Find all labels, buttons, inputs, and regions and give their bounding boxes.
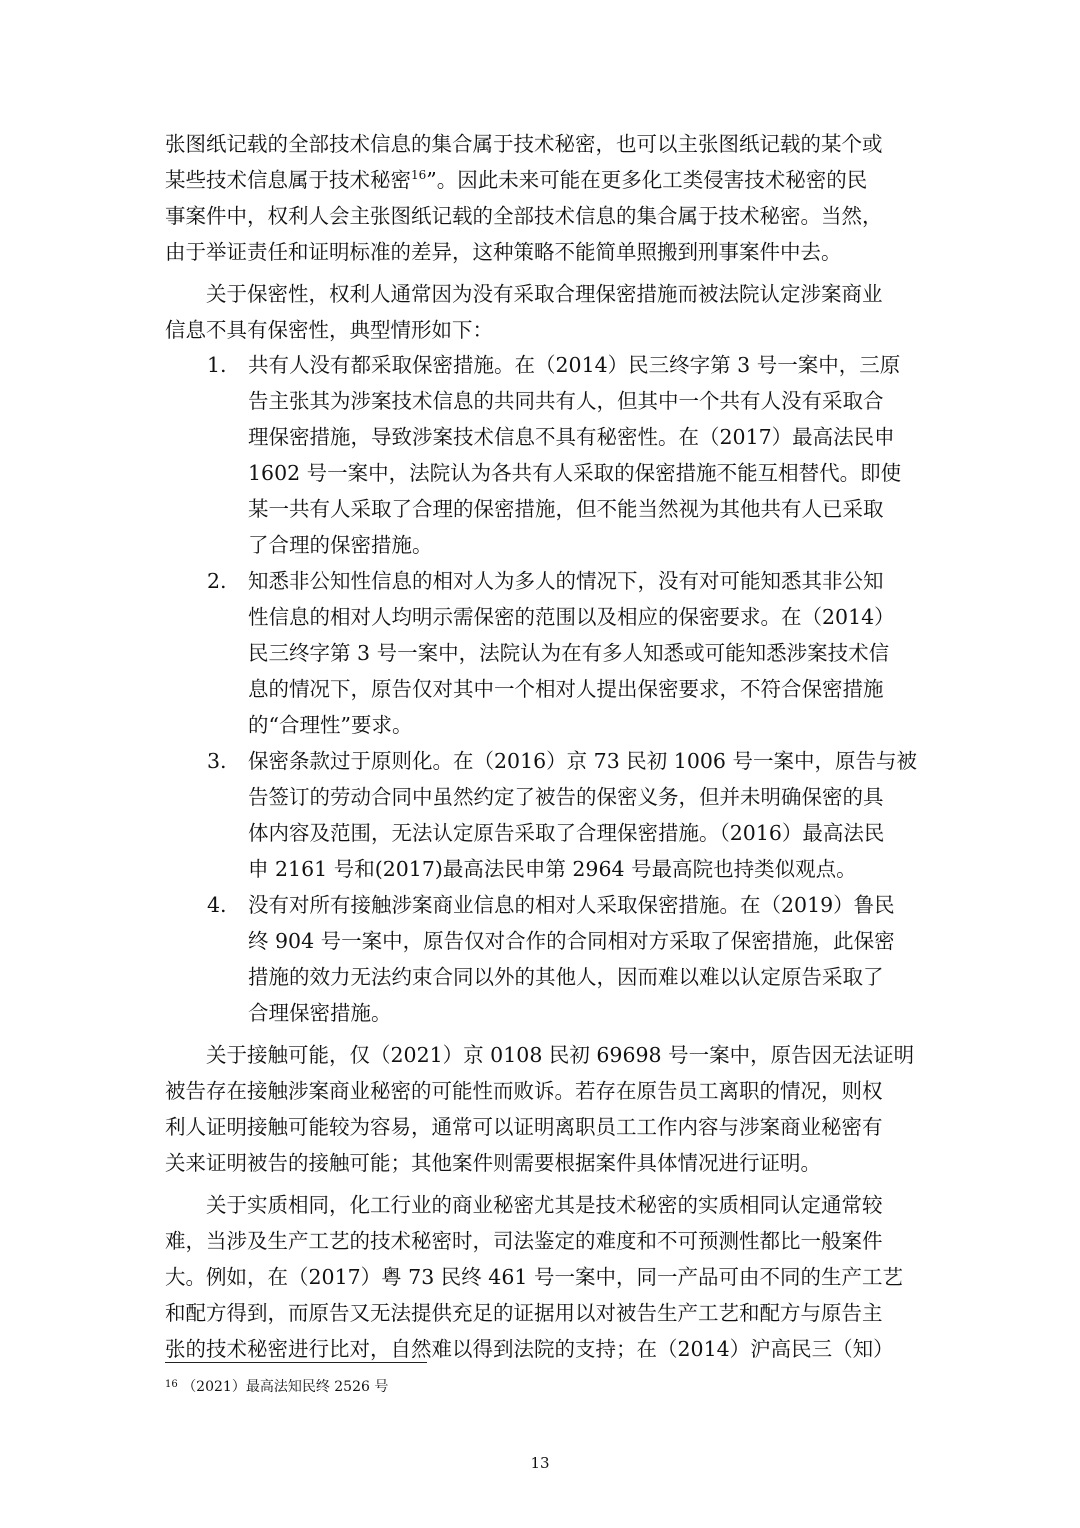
list-item-number: 2. xyxy=(207,569,227,593)
paragraph-line: 关于保密性，权利人通常因为没有采取合理保密措施而被法院认定涉案商业 xyxy=(206,282,883,306)
list-item-line: 措施的效力无法约束合同以外的其他人，因而难以难以认定原告采取了 xyxy=(248,965,884,989)
footnote-text: （2021）最高法知民终 2526 号 xyxy=(182,1379,389,1395)
paragraph-line: 张图纸记载的全部技术信息的集合属于技术秘密，也可以主张图纸记载的某个或 xyxy=(165,132,883,156)
paragraph-line: 关于实质相同，化工行业的商业秘密尤其是技术秘密的实质相同认定通常较 xyxy=(206,1193,883,1217)
list-item-line: 告签订的劳动合同中虽然约定了被告的保密义务，但并未明确保密的具 xyxy=(248,785,884,809)
footnote-mark: 16 xyxy=(165,1379,178,1390)
list-item-line: 理保密措施，导致涉案技术信息不具有秘密性。在（2017）最高法民申 xyxy=(248,425,895,449)
list-item-line: 体内容及范围，无法认定原告采取了合理保密措施。（2016）最高法民 xyxy=(248,821,885,845)
list-item-line: 息的情况下，原告仅对其中一个相对人提出保密要求，不符合保密措施 xyxy=(248,677,884,701)
list-item-line: 某一共有人采取了合理的保密措施，但不能当然视为其他共有人已采取 xyxy=(248,497,884,521)
paragraph-line: 由于举证责任和证明标准的差异，这种策略不能简单照搬到刑事案件中去。 xyxy=(165,240,842,264)
paragraph-line xyxy=(165,168,867,192)
list-item-line: 1602 号一案中，法院认为各共有人采取的保密措施不能互相替代。即使 xyxy=(248,461,902,485)
list-item-line: 民三终字第 3 号一案中，法院认为在有多人知悉或可能知悉涉案技术信 xyxy=(248,641,890,665)
list-item-line: 性信息的相对人均明示需保密的范围以及相应的保密要求。在（2014） xyxy=(248,605,895,629)
paragraph-line: 信息不具有保密性，典型情形如下： xyxy=(165,318,493,342)
paragraph-line: 利人证明接触可能较为容易，通常可以证明离职员工工作内容与涉案商业秘密有 xyxy=(165,1115,883,1139)
footnote-reference: 16 xyxy=(411,168,427,182)
list-item-line: 告主张其为涉案技术信息的共同共有人，但其中一个共有人没有采取合 xyxy=(248,389,884,413)
list-item-line: 终 904 号一案中，原告仅对合作的合同相对方采取了保密措施，此保密 xyxy=(248,929,895,953)
paragraph-line: 关来证明被告的接触可能；其他案件则需要根据案件具体情况进行证明。 xyxy=(165,1151,821,1175)
list-item-line: 的“合理性”要求。 xyxy=(248,713,413,737)
list-item-line: 合理保密措施。 xyxy=(248,1001,392,1025)
paragraph-line-text: ”。因此未来可能在更多化工类侵害技术秘密的民 xyxy=(426,168,868,192)
footnote-separator xyxy=(165,1362,427,1363)
paragraph-line: 大。例如，在（2017）粤 73 民终 461 号一案中，同一产品可由不同的生产工艺 xyxy=(165,1265,903,1289)
paragraph-line-text: 某些技术信息属于技术秘密 xyxy=(165,168,411,192)
list-item-line: 保密条款过于原则化。在（2016）京 73 民初 1006 号一案中，原告与被 xyxy=(248,749,917,773)
list-item-line: 没有对所有接触涉案商业信息的相对人采取保密措施。在（2019）鲁民 xyxy=(248,893,895,917)
list-item-line: 了合理的保密措施。 xyxy=(248,533,433,557)
paragraph-line: 被告存在接触涉案商业秘密的可能性而败诉。若存在原告员工离职的情况，则权 xyxy=(165,1079,883,1103)
page-number: 13 xyxy=(530,1454,550,1472)
footnote xyxy=(165,1378,388,1396)
list-item-number: 3. xyxy=(207,749,227,773)
list-item-line: 共有人没有都采取保密措施。在（2014）民三终字第 3 号一案中，三原 xyxy=(248,353,901,377)
list-item-number: 4. xyxy=(207,893,227,917)
list-item-number: 1. xyxy=(207,353,227,377)
list-item-line: 知悉非公知性信息的相对人为多人的情况下，没有对可能知悉其非公知 xyxy=(248,569,884,593)
paragraph-line: 关于接触可能，仅（2021）京 0108 民初 69698 号一案中，原告因无法证明 xyxy=(206,1043,915,1067)
paragraph-line: 和配方得到，而原告又无法提供充足的证据用以对被告生产工艺和配方与原告主 xyxy=(165,1301,883,1325)
list-item-line: 申 2161 号和(2017)最高法民申第 2964 号最高院也持类似观点。 xyxy=(248,857,857,881)
paragraph-line: 事案件中，权利人会主张图纸记载的全部技术信息的集合属于技术秘密。当然， xyxy=(165,204,883,228)
paragraph-line: 难，当涉及生产工艺的技术秘密时，司法鉴定的难度和不可预测性都比一般案件 xyxy=(165,1229,883,1253)
paragraph-line: 张的技术秘密进行比对，自然难以得到法院的支持；在（2014）沪高民三（知） xyxy=(165,1337,894,1361)
